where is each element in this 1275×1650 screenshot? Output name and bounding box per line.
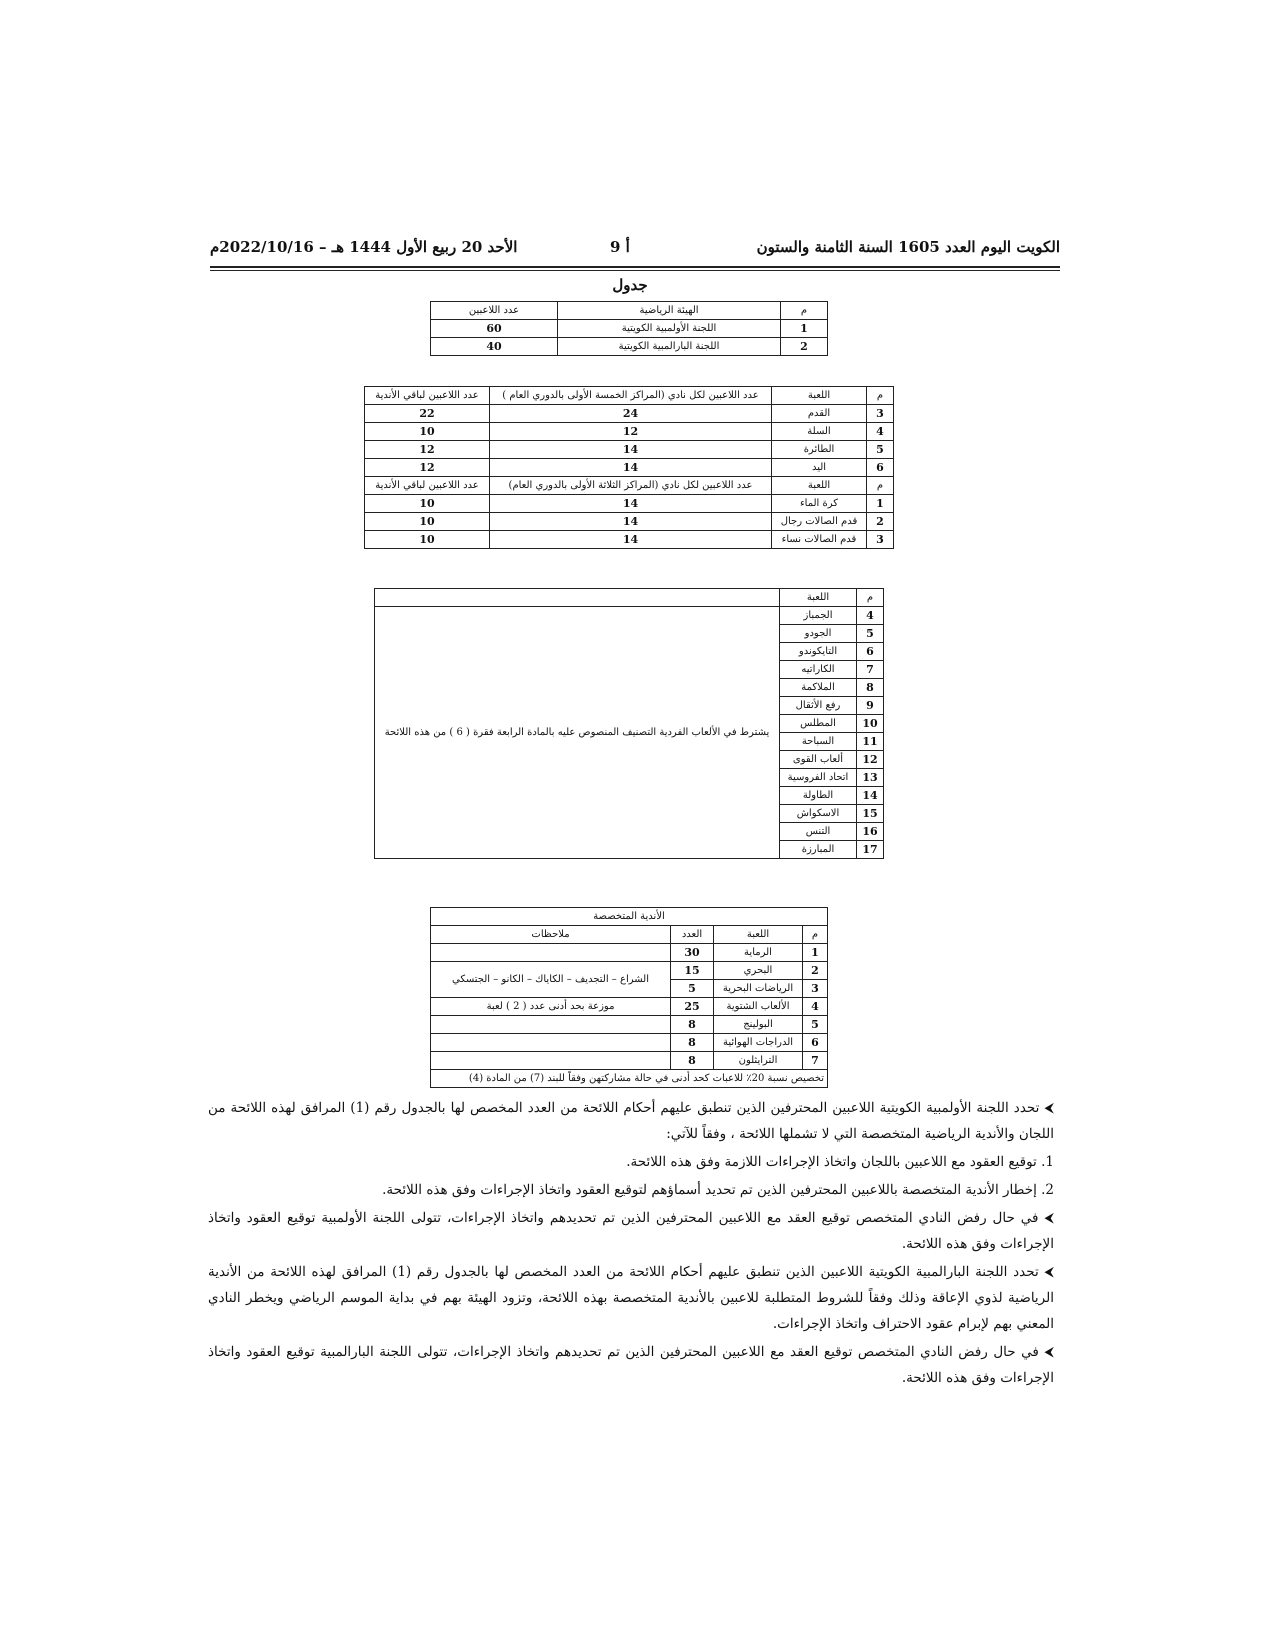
table-header-cell: اللعبة: [780, 589, 857, 607]
table-cell: رفع الأثقال: [780, 697, 857, 715]
table-cell: الطائرة: [772, 441, 867, 459]
table-cell: 1: [867, 495, 894, 513]
table-cell: 24: [490, 405, 772, 423]
table-cell: 14: [490, 495, 772, 513]
paragraph: ⮜ في حال رفض النادي المتخصص توقيع العقد مع اللاعبين المحترفين الذين تم تحديدهم واتخاذ الإجراءات، تتولى اللجنة البارالمبية توقيع العقود واتخاذ الإجراءات وفق هذه اللائحة.: [208, 1344, 1054, 1386]
table-cell: 8: [671, 1016, 714, 1034]
table-cell: 14: [490, 513, 772, 531]
table-cell: 9: [857, 697, 884, 715]
table-cell: 6: [857, 643, 884, 661]
table-cell: موزعة بحد أدنى عدد ( 2 ) لعبة: [431, 998, 671, 1016]
individual-sports-table: [374, 588, 884, 859]
table-cell: 10: [365, 513, 490, 531]
table-cell: ألعاب القوى: [780, 751, 857, 769]
table-header-cell: م: [867, 477, 894, 495]
table-cell: القدم: [772, 405, 867, 423]
paragraph: ⮜ تحدد اللجنة الأولمبية الكويتية اللاعبين المحترفين الذين تنطبق عليهم أحكام اللائحة من العدد المخصص لها بالجدول رقم (1) المرافق لهذه اللائحة من اللجان والأندية الرياضية المتخصصة التي لا تشملها اللائحة ، وفقاً للآتي:: [208, 1100, 1054, 1142]
table-header-cell: الهيئة الرياضية: [558, 302, 781, 320]
table-cell: اللجنة الأولمبية الكويتية: [558, 320, 781, 338]
table-cell: 2: [803, 962, 828, 980]
table-cell: 25: [671, 998, 714, 1016]
organizations-table: [430, 301, 828, 356]
table-cell: المطلس: [780, 715, 857, 733]
header-rule: [210, 266, 1060, 268]
table-cell: المبارزة: [780, 841, 857, 859]
paragraph: 1. توقيع العقود مع اللاعبين باللجان واتخاذ الإجراءات اللازمة وفق هذه اللائحة.: [626, 1154, 1054, 1170]
table-header-cell: عدد اللاعبين لباقي الأندية: [365, 387, 490, 405]
table-cell: 7: [803, 1052, 828, 1070]
table-cell: 14: [490, 531, 772, 549]
table-header-cell: م: [857, 589, 884, 607]
table-header-cell: عدد اللاعبين لباقي الأندية: [365, 477, 490, 495]
table-cell: 2: [867, 513, 894, 531]
table-cell: الترايثلون: [714, 1052, 803, 1070]
table-title: الأندية المتخصصة: [431, 908, 828, 926]
table-cell: 3: [803, 980, 828, 998]
table-cell: 4: [867, 423, 894, 441]
header-rule-thin: [210, 270, 1060, 271]
header-page-number: أ 9: [610, 238, 630, 256]
table-cell: 17: [857, 841, 884, 859]
table-footer-note: تخصيص نسبة 20٪ للاعبات كحد أدنى في حالة مشاركتهن وفقاً للبند (7) من المادة (4): [431, 1070, 828, 1088]
table-cell: 8: [671, 1034, 714, 1052]
table-cell: 5: [857, 625, 884, 643]
table-cell: 12: [857, 751, 884, 769]
table-header-cell: العدد: [671, 926, 714, 944]
table-cell: 10: [365, 531, 490, 549]
table-cell: اليد: [772, 459, 867, 477]
table-cell: السباحة: [780, 733, 857, 751]
table-cell: التايكوندو: [780, 643, 857, 661]
table-cell: 6: [803, 1034, 828, 1052]
table-header-cell: اللعبة: [772, 387, 867, 405]
table-cell: 11: [857, 733, 884, 751]
table-cell: 6: [867, 459, 894, 477]
table-cell: [431, 944, 671, 962]
table-cell: السلة: [772, 423, 867, 441]
table-cell: 40: [431, 338, 558, 356]
table-cell: الطاولة: [780, 787, 857, 805]
table-cell: الكاراتيه: [780, 661, 857, 679]
table-cell: 4: [803, 998, 828, 1016]
table-cell: [431, 1052, 671, 1070]
table-cell: 5: [803, 1016, 828, 1034]
table-header-cell: م: [803, 926, 828, 944]
table-cell: قدم الصالات رجال: [772, 513, 867, 531]
table-header-cell: عدد اللاعبين: [431, 302, 558, 320]
table-cell: كرة الماء: [772, 495, 867, 513]
table-cell: 3: [867, 531, 894, 549]
table-header-cell: عدد اللاعبين لكل نادي (المراكز الثلاثة الأولى بالدوري العام): [490, 477, 772, 495]
table-cell: البحري: [714, 962, 803, 980]
table-header-cell: ملاحظات: [431, 926, 671, 944]
table-cell: 30: [671, 944, 714, 962]
table-cell: [431, 1034, 671, 1052]
table-cell: التنس: [780, 823, 857, 841]
paragraph: ⮜ في حال رفض النادي المتخصص توقيع العقد مع اللاعبين المحترفين الذين تم تحديدهم واتخاذ الإجراءات، تتولى اللجنة الأولمبية توقيع العقود واتخاذ الإجراءات وفق هذه اللائحة.: [208, 1210, 1054, 1252]
table-cell: 22: [365, 405, 490, 423]
table-cell: 5: [867, 441, 894, 459]
table-cell: الرياضات البحرية: [714, 980, 803, 998]
table-header-cell: اللعبة: [772, 477, 867, 495]
table-cell: اتحاد الفروسية: [780, 769, 857, 787]
table-cell: الجودو: [780, 625, 857, 643]
table-header-cell: اللعبة: [714, 926, 803, 944]
table-cell: 1: [803, 944, 828, 962]
page-header: [210, 238, 1060, 264]
paragraph: ⮜ تحدد اللجنة البارالمبية الكويتية اللاعبين الذين تنطبق عليهم أحكام اللائحة من العدد المخصص لها بالجدول رقم (1) المرافق لهذه اللائحة من الأندية الرياضية لذوي الإعاقة وذلك وفقاً للشروط المتطلبة للاعبين بالأندية المتخصصة بهذه اللائحة، وتزود الهيئة بهم في بداية الموسم الرياضي ويخطر النادي المعني بهم لإبرام عقود الاحتراف واتخاذ الإجراءات.: [208, 1264, 1054, 1332]
table-cell: 1: [781, 320, 828, 338]
table-cell: 14: [490, 441, 772, 459]
table-cell: 15: [671, 962, 714, 980]
table-cell: 10: [857, 715, 884, 733]
table-cell: الألعاب الشتوية: [714, 998, 803, 1016]
table-cell: 2: [781, 338, 828, 356]
table-cell: 16: [857, 823, 884, 841]
table-cell: 12: [365, 459, 490, 477]
marine-sports-note: الشراع – التجديف – الكاياك – الكانو – الجتسكي: [431, 962, 671, 998]
table-cell: 60: [431, 320, 558, 338]
table-header-cell: [375, 589, 780, 607]
table-cell: 14: [490, 459, 772, 477]
body-text: [208, 1095, 1054, 1393]
table-header-cell: م: [781, 302, 828, 320]
table-cell: 10: [365, 423, 490, 441]
table-cell: 12: [365, 441, 490, 459]
table-cell: 15: [857, 805, 884, 823]
table-cell: الملاكمة: [780, 679, 857, 697]
table-cell: 8: [671, 1052, 714, 1070]
table-cell: 14: [857, 787, 884, 805]
header-publication: الكويت اليوم العدد 1605 السنة الثامنة والستون: [756, 238, 1060, 256]
table-cell: 12: [490, 423, 772, 441]
table-cell: 13: [857, 769, 884, 787]
table-cell: اللجنة البارالمبية الكويتية: [558, 338, 781, 356]
table-cell: الرماية: [714, 944, 803, 962]
header-date: الأحد 20 ربيع الأول 1444 هـ – 2022/10/16م: [210, 238, 518, 256]
table-cell: 3: [867, 405, 894, 423]
table-cell: الاسكواش: [780, 805, 857, 823]
table-cell: 5: [671, 980, 714, 998]
table-cell: 4: [857, 607, 884, 625]
table-header-cell: م: [867, 387, 894, 405]
table-cell: قدم الصالات نساء: [772, 531, 867, 549]
table-cell: البولينج: [714, 1016, 803, 1034]
table-caption: جدول: [612, 276, 648, 294]
table-cell: الجمباز: [780, 607, 857, 625]
table-cell: [431, 1016, 671, 1034]
table-cell: الدراجات الهوائية: [714, 1034, 803, 1052]
table-cell: 8: [857, 679, 884, 697]
team-sports-table: [364, 386, 894, 549]
table-cell: 10: [365, 495, 490, 513]
paragraph: 2. إخطار الأندية المتخصصة باللاعبين المحترفين الذين تم تحديد أسماؤهم لتوقيع العقود واتخاذ الإجراءات وفق هذه اللائحة.: [382, 1182, 1054, 1198]
specialized-clubs-table: [430, 907, 828, 1088]
table-cell: 7: [857, 661, 884, 679]
individual-sports-note: يشترط في الألعاب الفردية التصنيف المنصوص عليه بالمادة الرابعة فقرة ( 6 ) من هذه اللائحة: [375, 607, 780, 859]
table-header-cell: عدد اللاعبين لكل نادي (المراكز الخمسة الأولى بالدوري العام ): [490, 387, 772, 405]
